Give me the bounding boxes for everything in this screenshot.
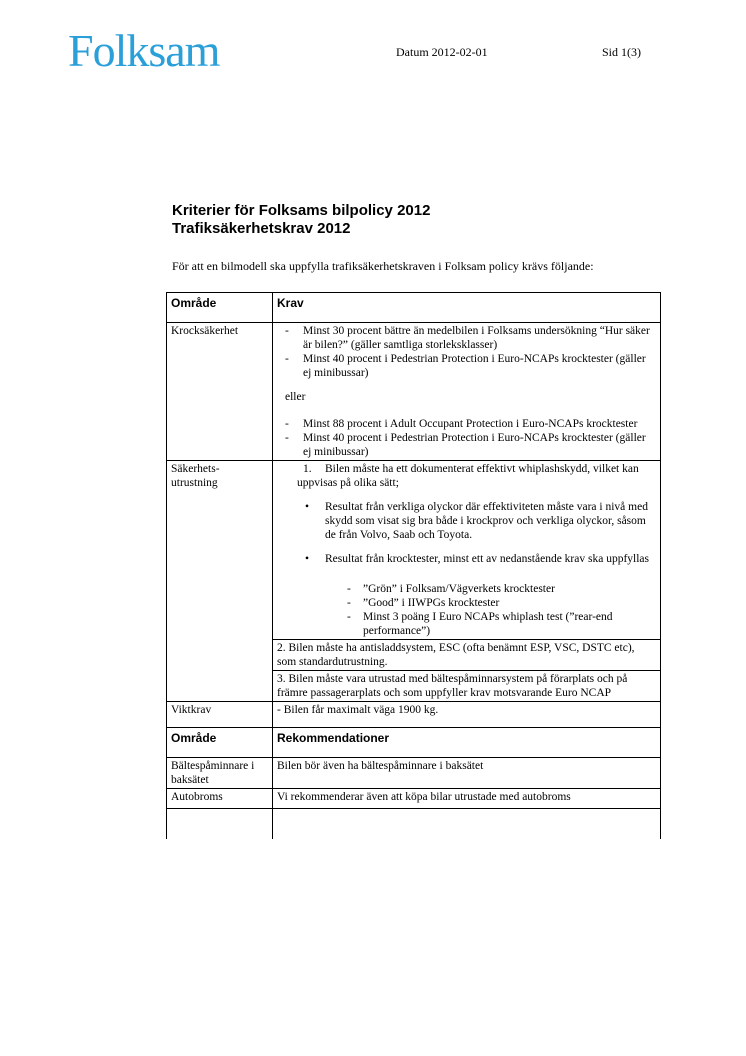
krock-group-2: [277, 417, 656, 459]
list-item: - Minst 40 procent i Pedestrian Protection i Euro-NCAPs krocktester (gäller ej minibussar): [277, 431, 656, 459]
table-row-viktkrav: [167, 702, 661, 728]
list-item: - Minst 40 procent i Pedestrian Protection i Euro-NCAPs krocktester (gäller ej minibussar): [277, 352, 656, 380]
sakerhet-label: [167, 461, 273, 702]
title-line-1: Kriterier för Folksams bilpolicy 2012: [172, 202, 431, 219]
autobroms-text: Vi rekommenderar även att köpa bilar utrustade med autobroms: [273, 789, 661, 809]
table-empty-row: [167, 809, 661, 840]
header-rekommendationer: Rekommendationer: [273, 728, 661, 758]
vikt-text: - Bilen får maximalt väga 1900 kg.: [273, 702, 661, 728]
folksam-logo: Folksam: [68, 25, 220, 76]
document-title: [172, 202, 430, 238]
item-1: [277, 462, 656, 476]
item-1-text: Bilen måste ha ett dokumenterat effektivt whiplashskydd, vilket kan: [325, 463, 639, 475]
sakerhet-label-line1: Säkerhets-: [171, 463, 220, 475]
baltes-text: Bilen bör även ha bältespåminnare i baksätet: [273, 758, 661, 789]
header-omrade-2: Område: [167, 728, 273, 758]
krock-label: Krocksäkerhet: [167, 323, 273, 461]
header-krav: Krav: [273, 293, 661, 323]
criteria-table: [166, 292, 661, 839]
vikt-label: Viktkrav: [167, 702, 273, 728]
header-omrade: Område: [167, 293, 273, 323]
intro-text: För att en bilmodell ska uppfylla trafiksäkerhetskraven i Folksam policy krävs följande:: [172, 259, 594, 273]
recommendations-header-row: [167, 728, 661, 758]
item-1-number: 1.: [303, 463, 312, 475]
document-date: Datum 2012-02-01: [396, 45, 488, 59]
table-row-krocksakerhet: [167, 323, 661, 461]
table-row-autobroms: [167, 789, 661, 809]
table-row-sakerhetsutrustning-1: [167, 461, 661, 640]
whiplash-requirement: [273, 461, 661, 640]
belt-reminder-requirement: 3. Bilen måste vara utrustad med bältespåminnarsystem på förarplats och på främre passagerarplats och som uppfyller krav motsvarande Euro NCAP: [273, 671, 661, 702]
empty-cell: [273, 809, 661, 840]
krock-group-1: [277, 324, 656, 380]
list-item: • Resultat från krocktester, minst ett av nedanstående krav ska uppfyllas: [277, 552, 656, 566]
baltes-label: Bältespåminnare i baksätet: [167, 758, 273, 789]
autobroms-label: Autobroms: [167, 789, 273, 809]
list-item: - ”Grön” i Folksam/Vägverkets krocktester: [277, 582, 656, 596]
page-number: Sid 1(3): [602, 45, 641, 59]
krock-requirements: [273, 323, 661, 461]
whiplash-bullets: [277, 500, 656, 566]
crash-test-sub-items: [277, 582, 656, 638]
table-row-baltespaminnare: [167, 758, 661, 789]
item-1-continued: uppvisas på olika sätt;: [297, 477, 399, 489]
list-item: - Minst 3 poäng I Euro NCAPs whiplash test (”rear-end performance”): [277, 610, 656, 638]
list-item: • Resultat från verkliga olyckor där effektiviteten måste vara i nivå med skydd som visat sig bra både i krockprov och verkliga olyckor, såsom de från Volvo, Saab och Toyota.: [277, 500, 656, 542]
or-separator: eller: [285, 391, 306, 403]
esc-requirement: 2. Bilen måste ha antisladdsystem, ESC (ofta benämnt ESP, VSC, DSTC etc), som standardutrustning.: [273, 640, 661, 671]
empty-cell: [167, 809, 273, 840]
sakerhet-label-line2: utrustning: [171, 477, 218, 489]
title-line-2: Trafiksäkerhetskrav 2012: [172, 220, 351, 237]
list-item: - Minst 30 procent bättre än medelbilen i Folksams undersökning “Hur säker är bilen?” (gäller samtliga storleksklasser): [277, 324, 656, 352]
list-item: - ”Good” i IIWPGs krocktester: [277, 596, 656, 610]
list-item: - Minst 88 procent i Adult Occupant Protection i Euro-NCAPs krocktester: [277, 417, 656, 431]
table-header-row: [167, 293, 661, 323]
